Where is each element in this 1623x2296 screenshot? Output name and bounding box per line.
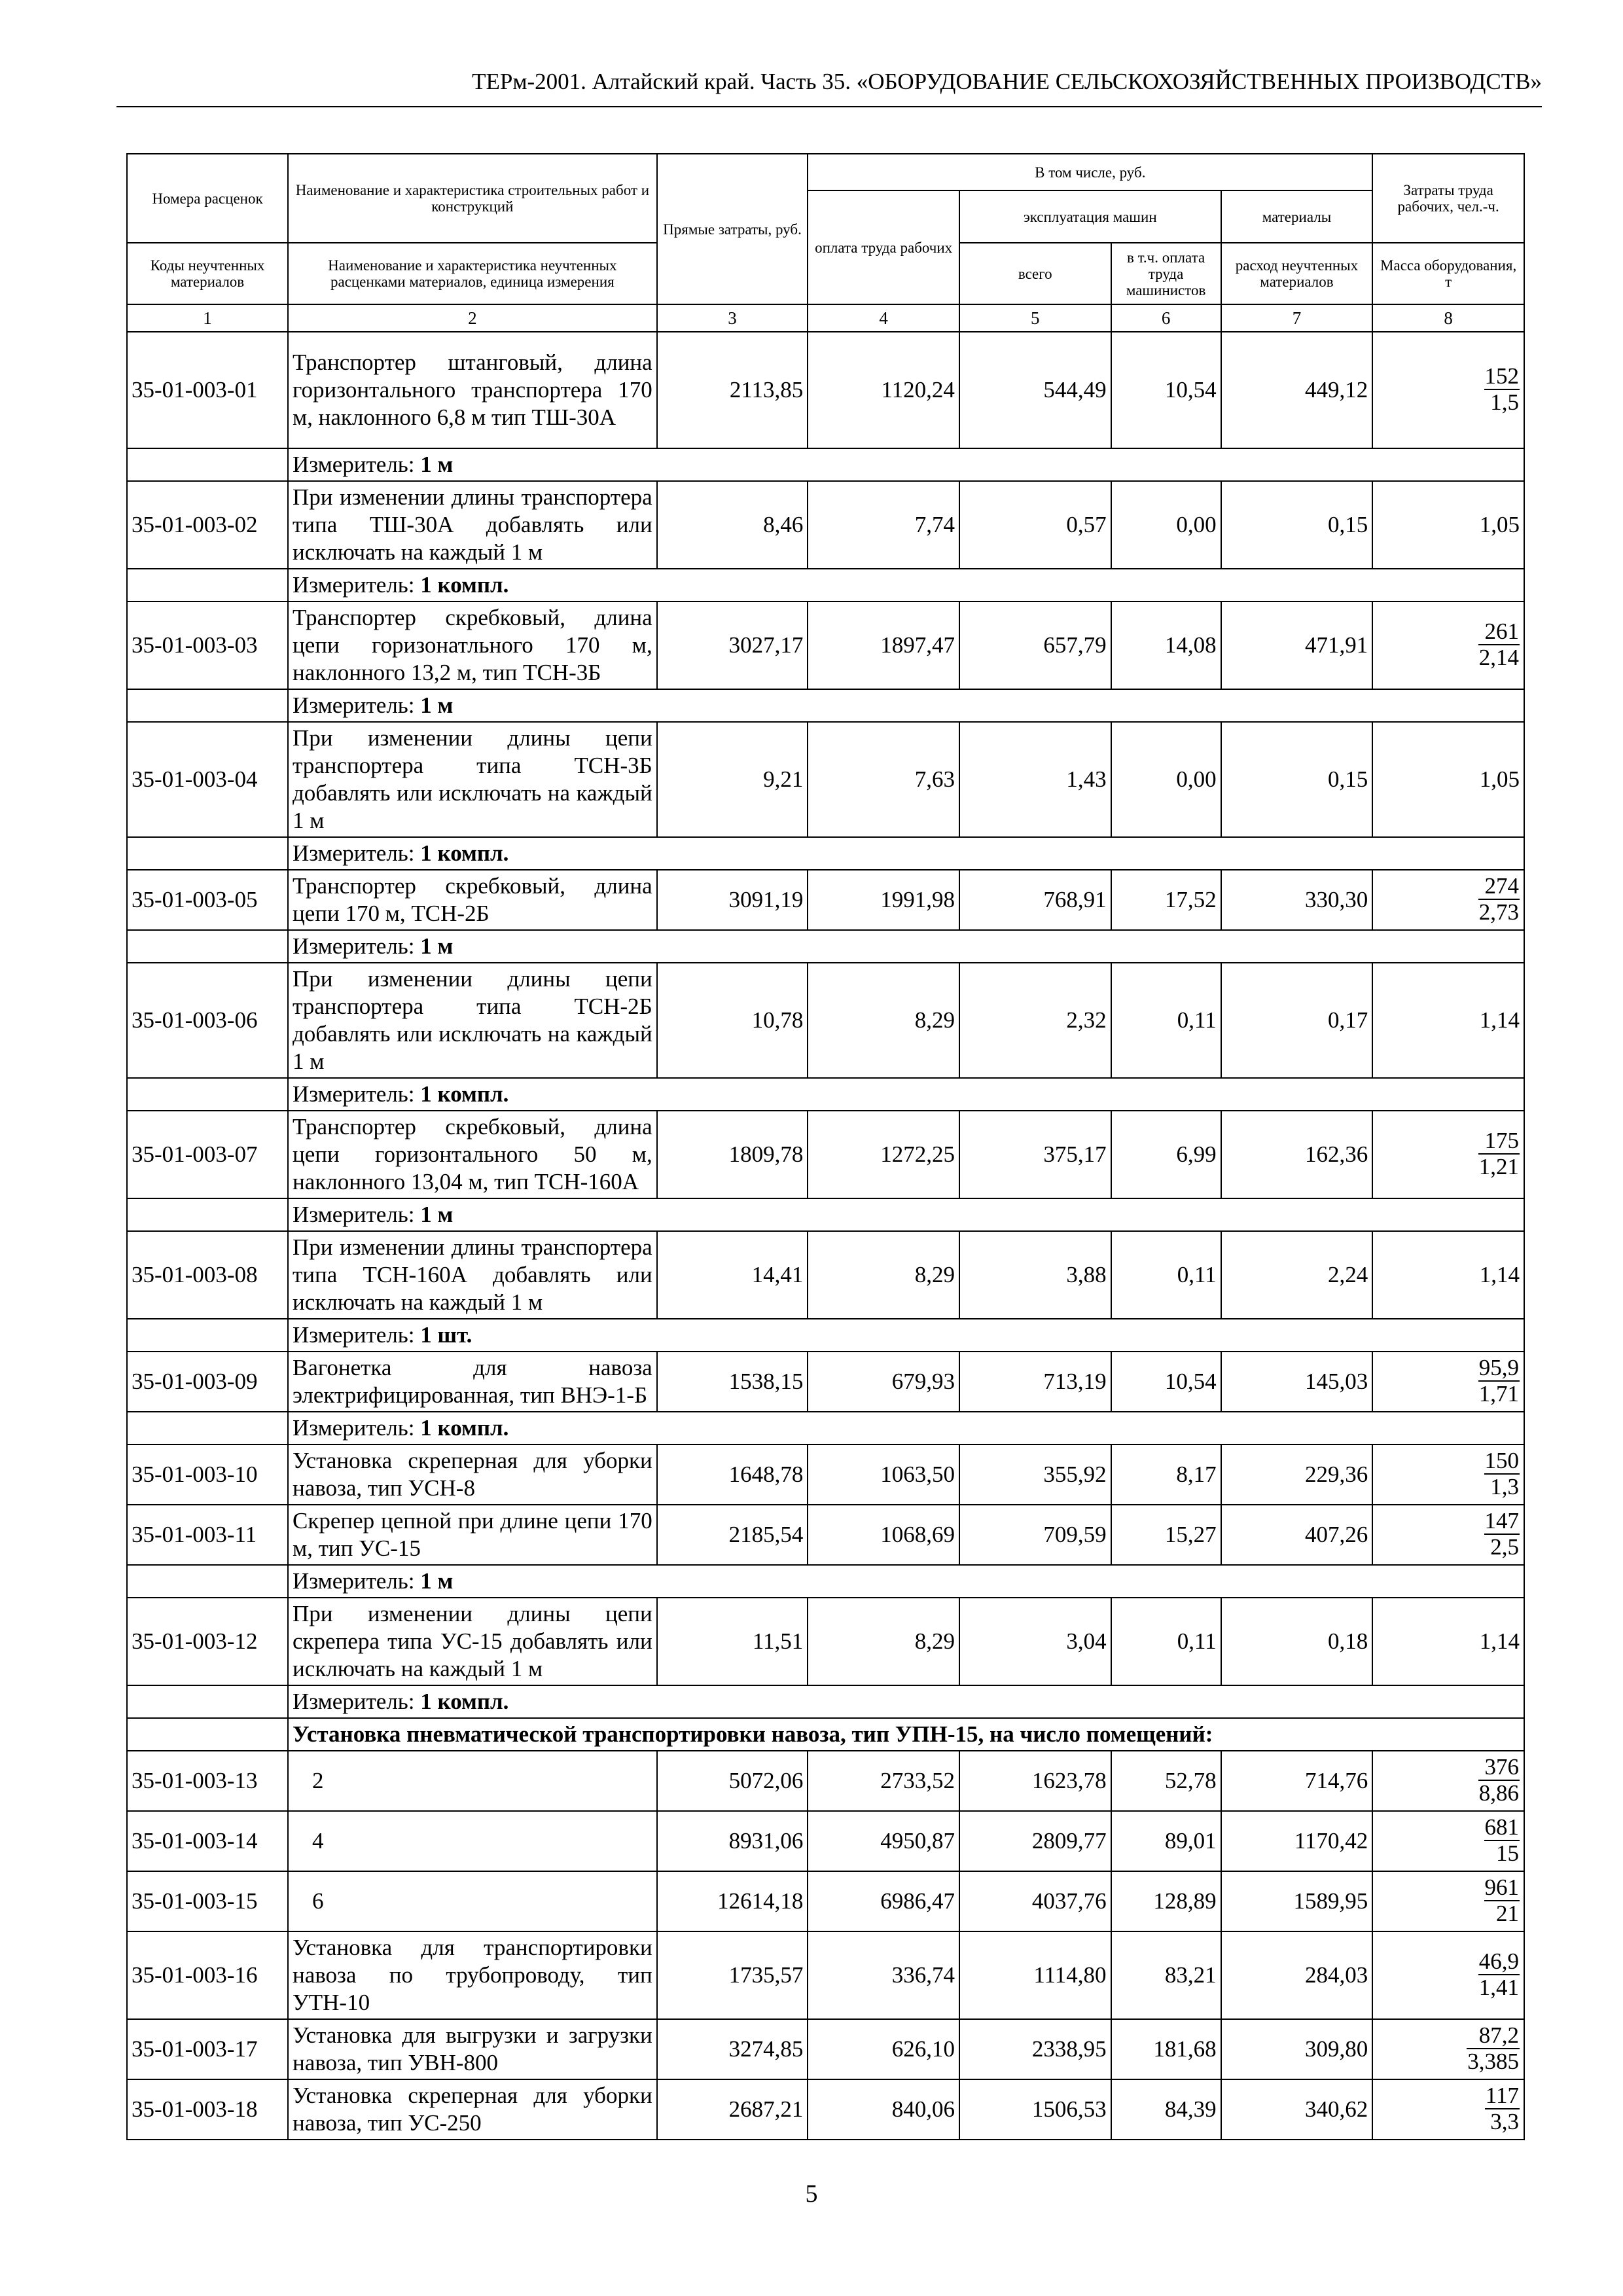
meter-value: 1 компл. [420, 840, 509, 866]
direct-costs: 12614,18 [657, 1871, 808, 1931]
machinist-pay: 128,89 [1111, 1871, 1221, 1931]
table-row [127, 2079, 1524, 2140]
meter-row [127, 1412, 1524, 1444]
direct-costs: 8,46 [657, 481, 808, 569]
meter-row [127, 930, 1524, 963]
equipment-mass: 8,86 [1478, 1780, 1519, 1806]
machinist-pay: 83,21 [1111, 1931, 1221, 2019]
meter-value: 1 компл. [420, 1689, 509, 1714]
direct-costs: 9,21 [657, 722, 808, 837]
meter-label: Измеритель: [292, 840, 415, 866]
meter-row [127, 837, 1524, 870]
machine-total: 2338,95 [959, 2019, 1111, 2079]
table-row [127, 1598, 1524, 1685]
header-equipment-mass: Масса оборудования, т [1372, 243, 1524, 304]
rate-code: 35-01-003-12 [127, 1598, 288, 1685]
direct-costs: 1809,78 [657, 1111, 808, 1198]
machinist-pay: 181,68 [1111, 2019, 1221, 2079]
direct-costs: 1735,57 [657, 1931, 808, 2019]
labor-costs: 95,9 [1478, 1355, 1519, 1380]
labor-pay: 336,74 [808, 1931, 959, 2019]
meter-value: 1 м [420, 452, 454, 477]
meter-value: 1 компл. [420, 1081, 509, 1107]
labor-and-mass [1372, 601, 1524, 689]
section-row [127, 1718, 1524, 1751]
labor-pay: 6986,47 [808, 1871, 959, 1931]
machine-total: 657,79 [959, 601, 1111, 689]
rate-name: Скрепер цепной при длине цепи 170 м, тип УС-15 [288, 1505, 657, 1565]
meter-row [127, 689, 1524, 722]
materials: 145,03 [1221, 1352, 1373, 1412]
labor-and-mass [1372, 332, 1524, 448]
rate-code: 35-01-003-15 [127, 1871, 288, 1931]
materials: 1170,42 [1221, 1811, 1373, 1871]
rate-name: Транспортер скребковый, длина цепи 170 м, ТСН-2Б [288, 870, 657, 930]
equipment-mass: 1,3 [1490, 1474, 1519, 1499]
direct-costs: 1648,78 [657, 1444, 808, 1505]
rate-name: 2 [288, 1751, 657, 1811]
meter-label: Измеритель: [292, 1322, 415, 1348]
labor-and-mass [1372, 1751, 1524, 1811]
rate-name: Установка скреперная для уборки навоза, тип УС-250 [288, 2079, 657, 2140]
table-row [127, 963, 1524, 1078]
header-materials: материалы [1221, 190, 1373, 243]
header-machinist-pay: в т.ч. оплата труда машинистов [1111, 243, 1221, 304]
meter-row [127, 448, 1524, 481]
rate-code: 35-01-003-09 [127, 1352, 288, 1412]
machinist-pay: 10,54 [1111, 332, 1221, 448]
meter-label: Измеритель: [292, 1081, 415, 1107]
machinist-pay: 84,39 [1111, 2079, 1221, 2140]
equipment-mass: 2,73 [1478, 899, 1519, 925]
meter-row [127, 1078, 1524, 1111]
header-material-codes: Коды неучтенных материалов [127, 243, 288, 304]
header-total: всего [959, 243, 1111, 304]
direct-costs: 11,51 [657, 1598, 808, 1685]
meter-row [127, 1198, 1524, 1231]
meter-value: 1 компл. [420, 1415, 509, 1441]
header-including: В том числе, руб. [808, 154, 1372, 190]
labor-costs: 376 [1478, 1755, 1520, 1781]
table-row [127, 1751, 1524, 1811]
materials: 330,30 [1221, 870, 1373, 930]
rate-name: Установка для выгрузки и загрузки навоза, тип УВН-800 [288, 2019, 657, 2079]
labor-and-mass [1372, 1871, 1524, 1931]
section-title: Установка пневматической транспортировки навоза, тип УПН-15, на число помещений: [288, 1718, 1524, 1751]
rate-code: 35-01-003-14 [127, 1811, 288, 1871]
meter-label: Измеритель: [292, 933, 415, 959]
labor-pay: 8,29 [808, 1598, 959, 1685]
materials: 407,26 [1221, 1505, 1373, 1565]
labor-pay: 8,29 [808, 963, 959, 1078]
meter-value: 1 шт. [420, 1322, 473, 1348]
rate-code: 35-01-003-02 [127, 481, 288, 569]
rate-name: Транспортер скребковый, длина цепи горизонатльного 170 м, наклонного 13,2 м, тип ТСН-3Б [288, 601, 657, 689]
rate-name: 6 [288, 1871, 657, 1931]
machine-total: 1623,78 [959, 1751, 1111, 1811]
rate-name: Транспортер скребковый, длина цепи горизонтального 50 м, наклонного 13,04 м, тип ТСН-160А [288, 1111, 657, 1198]
meter-value: 1 компл. [420, 572, 509, 598]
materials: 714,76 [1221, 1751, 1373, 1811]
table-row [127, 1505, 1524, 1565]
column-number-row [127, 304, 1524, 332]
rate-code: 35-01-003-04 [127, 722, 288, 837]
table-row [127, 481, 1524, 569]
rate-name: 4 [288, 1811, 657, 1871]
labor-pay: 1063,50 [808, 1444, 959, 1505]
direct-costs: 3027,17 [657, 601, 808, 689]
machine-total: 1506,53 [959, 2079, 1111, 2140]
labor-costs: 261 [1478, 619, 1520, 645]
equipment-mass: 1,21 [1478, 1154, 1519, 1179]
meter-label: Измеритель: [292, 1415, 415, 1441]
labor-costs: 117 [1485, 2083, 1519, 2108]
labor-pay: 7,63 [808, 722, 959, 837]
page-number: 5 [805, 2180, 818, 2208]
column-number: 4 [808, 304, 959, 332]
machine-total: 1,43 [959, 722, 1111, 837]
machine-total: 544,49 [959, 332, 1111, 448]
header-unaccounted-materials: расход неучтенных материалов [1221, 243, 1373, 304]
column-number: 8 [1372, 304, 1524, 332]
machine-total: 3,88 [959, 1231, 1111, 1319]
rate-name: Вагонетка для навоза электрифицированная, тип ВНЭ-1-Б [288, 1352, 657, 1412]
labor-costs: 152 [1484, 363, 1519, 389]
direct-costs: 5072,06 [657, 1751, 808, 1811]
labor-pay: 1120,24 [808, 332, 959, 448]
table-header [127, 154, 1524, 304]
machinist-pay: 0,00 [1111, 481, 1221, 569]
labor-and-mass [1372, 1505, 1524, 1565]
rate-name: Установка для транспортировки навоза по трубопроводу, тип УТН-10 [288, 1931, 657, 2019]
labor-pay: 4950,87 [808, 1811, 959, 1871]
meter-row [127, 1685, 1524, 1718]
table-row [127, 2019, 1524, 2079]
materials: 340,62 [1221, 2079, 1373, 2140]
labor-pay: 1272,25 [808, 1111, 959, 1198]
labor-pay: 1068,69 [808, 1505, 959, 1565]
equipment-mass: 1,5 [1490, 389, 1519, 415]
direct-costs: 2113,85 [657, 332, 808, 448]
machinist-pay: 15,27 [1111, 1505, 1221, 1565]
rate-code: 35-01-003-17 [127, 2019, 288, 2079]
labor-pay: 7,74 [808, 481, 959, 569]
materials: 449,12 [1221, 332, 1373, 448]
labor-and-mass [1372, 2019, 1524, 2079]
meter-row [127, 1565, 1524, 1598]
column-number: 2 [288, 304, 657, 332]
header-work-name: Наименование и характеристика строительных работ и конструкций [288, 154, 657, 243]
header-material-names: Наименование и характеристика неучтенных расценками материалов, единица измерения [288, 243, 657, 304]
meter-label: Измеритель: [292, 572, 415, 598]
column-number: 5 [959, 304, 1111, 332]
direct-costs: 14,41 [657, 1231, 808, 1319]
meter-label: Измеритель: [292, 1568, 415, 1594]
table-row [127, 1444, 1524, 1505]
rate-code: 35-01-003-05 [127, 870, 288, 930]
equipment-mass: 3,385 [1467, 2049, 1519, 2074]
equipment-mass: 2,14 [1478, 645, 1519, 670]
machine-total: 2809,77 [959, 1811, 1111, 1871]
equipment-mass: 3,3 [1490, 2109, 1519, 2134]
machine-total: 355,92 [959, 1444, 1111, 1505]
labor-costs: 1,14 [1372, 963, 1524, 1078]
machine-total: 713,19 [959, 1352, 1111, 1412]
machinist-pay: 0,11 [1111, 1231, 1221, 1319]
machinist-pay: 14,08 [1111, 601, 1221, 689]
labor-costs: 681 [1484, 1814, 1519, 1840]
meter-value: 1 м [420, 933, 454, 959]
labor-costs: 46,9 [1478, 1948, 1519, 1974]
meter-label: Измеритель: [292, 692, 415, 718]
machine-total: 3,04 [959, 1598, 1111, 1685]
header-direct-costs: Прямые затраты, руб. [657, 154, 808, 304]
materials: 0,17 [1221, 963, 1373, 1078]
direct-costs: 2687,21 [657, 2079, 808, 2140]
machine-total: 2,32 [959, 963, 1111, 1078]
table-row [127, 332, 1524, 448]
labor-and-mass [1372, 1444, 1524, 1505]
direct-costs: 8931,06 [657, 1811, 808, 1871]
materials: 309,80 [1221, 2019, 1373, 2079]
labor-pay: 1897,47 [808, 601, 959, 689]
machine-total: 1114,80 [959, 1931, 1111, 2019]
labor-and-mass [1372, 1811, 1524, 1871]
table-row [127, 1231, 1524, 1319]
rates-table [126, 153, 1525, 2140]
machine-total: 0,57 [959, 481, 1111, 569]
table-row [127, 601, 1524, 689]
materials: 0,15 [1221, 722, 1373, 837]
rate-code: 35-01-003-18 [127, 2079, 288, 2140]
labor-and-mass [1372, 870, 1524, 930]
materials: 162,36 [1221, 1111, 1373, 1198]
machinist-pay: 17,52 [1111, 870, 1221, 930]
column-number: 3 [657, 304, 808, 332]
running-header: ТЕРм-2001. Алтайский край. Часть 35. «ОБОРУДОВАНИЕ СЕЛЬСКОХОЗЯЙСТВЕННЫХ ПРОИЗВОДСТВ» [116, 65, 1542, 107]
labor-and-mass [1372, 2079, 1524, 2140]
meter-value: 1 м [420, 1568, 454, 1594]
rate-name: Установка скреперная для уборки навоза, тип УСН-8 [288, 1444, 657, 1505]
materials: 0,18 [1221, 1598, 1373, 1685]
machinist-pay: 0,11 [1111, 1598, 1221, 1685]
column-number: 6 [1111, 304, 1221, 332]
materials: 2,24 [1221, 1231, 1373, 1319]
rate-name: При изменении длины транспортера типа ТСН-160А добавлять или исключать на каждый 1 м [288, 1231, 657, 1319]
materials: 471,91 [1221, 601, 1373, 689]
labor-and-mass [1372, 1111, 1524, 1198]
machinist-pay: 10,54 [1111, 1352, 1221, 1412]
header-machine-ops: эксплуатация машин [959, 190, 1221, 243]
table-row [127, 722, 1524, 837]
direct-costs: 2185,54 [657, 1505, 808, 1565]
machine-total: 4037,76 [959, 1871, 1111, 1931]
labor-pay: 1991,98 [808, 870, 959, 930]
machinist-pay: 8,17 [1111, 1444, 1221, 1505]
table-row [127, 1352, 1524, 1412]
header-rate-numbers: Номера расценок [127, 154, 288, 243]
equipment-mass: 1,71 [1478, 1381, 1519, 1407]
machine-total: 375,17 [959, 1111, 1111, 1198]
machinist-pay: 52,78 [1111, 1751, 1221, 1811]
rate-code: 35-01-003-10 [127, 1444, 288, 1505]
column-number: 1 [127, 304, 288, 332]
rate-code: 35-01-003-07 [127, 1111, 288, 1198]
header-labor-pay: оплата труда рабочих [808, 190, 959, 304]
meter-label: Измеритель: [292, 452, 415, 477]
rate-name: При изменении длины транспортера типа ТШ-30А добавлять или исключать на каждый 1 м [288, 481, 657, 569]
labor-pay: 840,06 [808, 2079, 959, 2140]
labor-pay: 8,29 [808, 1231, 959, 1319]
meter-label: Измеритель: [292, 1202, 415, 1227]
labor-costs: 1,05 [1372, 481, 1524, 569]
equipment-mass: 21 [1496, 1901, 1519, 1926]
materials: 229,36 [1221, 1444, 1373, 1505]
direct-costs: 3274,85 [657, 2019, 808, 2079]
labor-pay: 2733,52 [808, 1751, 959, 1811]
rate-code: 35-01-003-11 [127, 1505, 288, 1565]
rate-code: 35-01-003-13 [127, 1751, 288, 1811]
rate-name: При изменении длины цепи транспортера типа ТСН-2Б добавлять или исключать на каждый 1 м [288, 963, 657, 1078]
rate-code: 35-01-003-01 [127, 332, 288, 448]
labor-costs: 87,2 [1467, 2023, 1520, 2049]
machinist-pay: 0,11 [1111, 963, 1221, 1078]
table-row [127, 1111, 1524, 1198]
rate-code: 35-01-003-16 [127, 1931, 288, 2019]
materials: 284,03 [1221, 1931, 1373, 2019]
table-row [127, 1811, 1524, 1871]
materials: 1589,95 [1221, 1871, 1373, 1931]
rate-name: Транспортер штанговый, длина горизонтального транспортера 170 м, наклонного 6,8 м тип ТШ-30А [288, 332, 657, 448]
labor-costs: 150 [1484, 1448, 1519, 1473]
direct-costs: 3091,19 [657, 870, 808, 930]
labor-costs: 1,14 [1372, 1231, 1524, 1319]
equipment-mass: 15 [1496, 1840, 1519, 1866]
labor-costs: 961 [1484, 1874, 1519, 1900]
machinist-pay: 89,01 [1111, 1811, 1221, 1871]
meter-value: 1 м [420, 692, 454, 718]
labor-costs: 1,14 [1372, 1598, 1524, 1685]
labor-pay: 626,10 [808, 2019, 959, 2079]
meter-value: 1 м [420, 1202, 454, 1227]
materials: 0,15 [1221, 481, 1373, 569]
rate-name: При изменении длины цепи скрепера типа УС-15 добавлять или исключать на каждый 1 м [288, 1598, 657, 1685]
equipment-mass: 1,41 [1478, 1975, 1519, 2000]
table-row [127, 1871, 1524, 1931]
labor-pay: 679,93 [808, 1352, 959, 1412]
column-number: 7 [1221, 304, 1373, 332]
machine-total: 709,59 [959, 1505, 1111, 1565]
labor-costs: 147 [1484, 1508, 1519, 1534]
direct-costs: 10,78 [657, 963, 808, 1078]
table-row [127, 1931, 1524, 2019]
table-row [127, 870, 1524, 930]
labor-and-mass [1372, 1931, 1524, 2019]
rate-code: 35-01-003-08 [127, 1231, 288, 1319]
meter-row [127, 1319, 1524, 1352]
meter-label: Измеритель: [292, 1689, 415, 1714]
meter-row [127, 569, 1524, 601]
labor-costs: 274 [1478, 874, 1520, 900]
labor-costs: 175 [1478, 1128, 1520, 1155]
rate-code: 35-01-003-06 [127, 963, 288, 1078]
labor-and-mass [1372, 1352, 1524, 1412]
rate-code: 35-01-003-03 [127, 601, 288, 689]
machinist-pay: 0,00 [1111, 722, 1221, 837]
rate-name: При изменении длины цепи транспортера типа ТСН-3Б добавлять или исключать на каждый 1 м [288, 722, 657, 837]
labor-costs: 1,05 [1372, 722, 1524, 837]
machine-total: 768,91 [959, 870, 1111, 930]
header-labor-costs: Затраты труда рабочих, чел.-ч. [1372, 154, 1524, 243]
machinist-pay: 6,99 [1111, 1111, 1221, 1198]
equipment-mass: 2,5 [1490, 1534, 1519, 1560]
direct-costs: 1538,15 [657, 1352, 808, 1412]
